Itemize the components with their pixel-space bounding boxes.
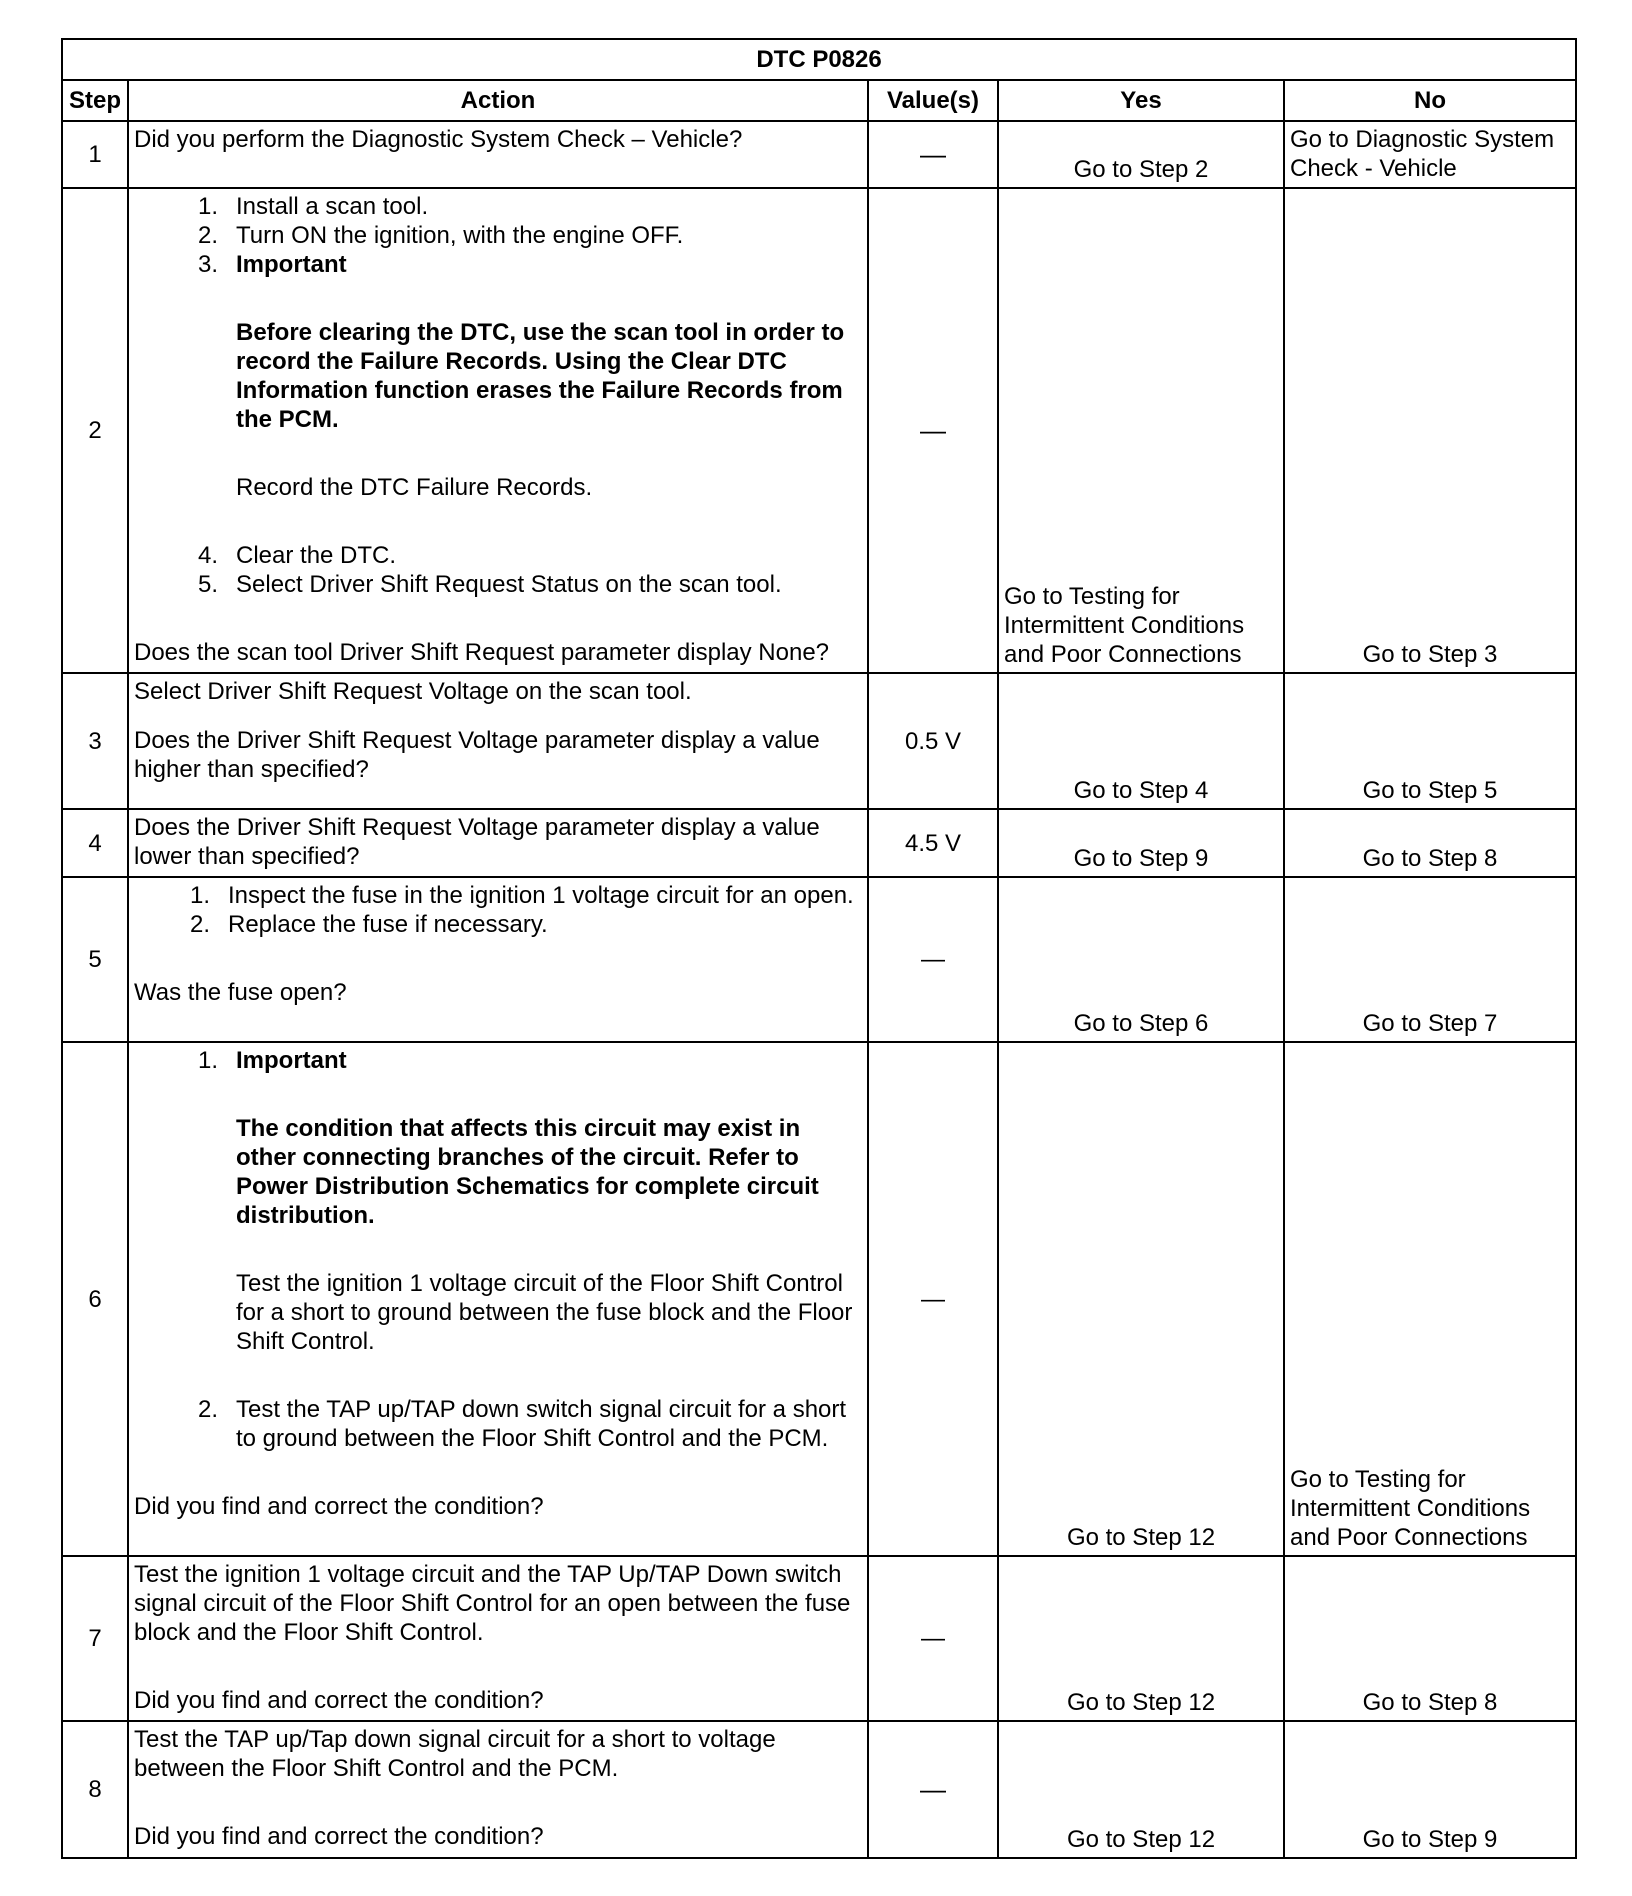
value-cell: 0.5 V — [868, 673, 998, 809]
list-number: 5. — [197, 571, 218, 598]
sub-instruction: Test the ignition 1 voltage circuit of the Floor Shift Control for a short to ground between the fuse block and the Floor Shift Control. — [236, 1270, 853, 1355]
action-text: Test the TAP up/Tap down signal circuit for a short to voltage between the Floor Shift Control and the PCM. — [134, 1726, 776, 1782]
value-cell: 4.5 V — [868, 809, 998, 877]
list-item — [134, 881, 862, 910]
list-text: Inspect the fuse in the ignition 1 voltage circuit for an open. — [228, 882, 854, 909]
step-number: 2 — [62, 188, 128, 673]
list-item — [134, 1046, 862, 1075]
action-question: Does the Driver Shift Request Voltage parameter display a value higher than specified? — [134, 727, 820, 783]
list-item — [134, 541, 862, 570]
no-cell: Go to Step 8 — [1284, 809, 1576, 877]
value-cell: — — [868, 877, 998, 1042]
table-row — [62, 1721, 1576, 1858]
action-question: Does the scan tool Driver Shift Request parameter display None? — [134, 639, 830, 666]
yes-cell: Go to Step 12 — [998, 1556, 1284, 1721]
value-cell: — — [868, 1556, 998, 1721]
list-item — [134, 910, 862, 939]
list-text: Test the TAP up/TAP down switch signal circuit for a short to ground between the Floor Shift Control and the PCM. — [236, 1396, 847, 1452]
list-number: 1. — [197, 1047, 218, 1074]
list-number: 2. — [197, 1396, 218, 1423]
important-label: Important — [236, 251, 347, 278]
table-row — [62, 809, 1576, 877]
value-cell: — — [868, 121, 998, 188]
important-note: The condition that affects this circuit may exist in other connecting branches of the circuit. Refer to Power Distribution Schematics for complete circuit distribution. — [236, 1115, 819, 1229]
step-number: 1 — [62, 121, 128, 188]
list-item — [134, 250, 862, 279]
action-question: Does the Driver Shift Request Voltage parameter display a value lower than specified? — [134, 814, 820, 870]
list-item — [134, 1395, 862, 1453]
action-question: Did you find and correct the condition? — [134, 1823, 544, 1850]
list-text: Replace the fuse if necessary. — [228, 911, 548, 938]
step-number: 4 — [62, 809, 128, 877]
action-cell — [128, 1042, 868, 1556]
list-text: Turn ON the ignition, with the engine OFF. — [236, 222, 684, 249]
list-number: 3. — [197, 251, 218, 278]
list-text: Select Driver Shift Request Status on the scan tool. — [236, 571, 782, 598]
step-number: 8 — [62, 1721, 128, 1858]
list-item — [134, 570, 862, 599]
table-row — [62, 121, 1576, 188]
yes-cell: Go to Step 12 — [998, 1042, 1284, 1556]
list-text: Install a scan tool. — [236, 193, 429, 220]
yes-cell: Go to Step 6 — [998, 877, 1284, 1042]
no-cell: Go to Testing for Intermittent Conditions and Poor Connections — [1284, 1042, 1576, 1556]
step-number: 3 — [62, 673, 128, 809]
header-no: No — [1284, 80, 1576, 121]
action-cell — [128, 121, 868, 188]
important-label: Important — [236, 1047, 347, 1074]
table-row — [62, 877, 1576, 1042]
value-cell: — — [868, 188, 998, 673]
title-row — [62, 39, 1576, 80]
table-row — [62, 673, 1576, 809]
action-question: Was the fuse open? — [134, 979, 347, 1006]
action-question: Did you find and correct the condition? — [134, 1493, 544, 1520]
table-title: DTC P0826 — [62, 39, 1576, 80]
action-question: Did you perform the Diagnostic System Check – Vehicle? — [134, 126, 743, 153]
list-item — [134, 192, 862, 221]
sub-instruction: Record the DTC Failure Records. — [236, 474, 593, 501]
list-item — [134, 221, 862, 250]
list-number: 2. — [197, 222, 218, 249]
yes-cell: Go to Step 12 — [998, 1721, 1284, 1858]
yes-cell: Go to Testing for Intermittent Conditions and Poor Connections — [998, 188, 1284, 673]
value-cell: — — [868, 1042, 998, 1556]
step-number: 6 — [62, 1042, 128, 1556]
yes-cell: Go to Step 9 — [998, 809, 1284, 877]
action-question: Did you find and correct the condition? — [134, 1687, 544, 1714]
list-number: 2. — [189, 911, 210, 938]
header-row — [62, 80, 1576, 121]
header-yes: Yes — [998, 80, 1284, 121]
list-number: 1. — [197, 193, 218, 220]
yes-cell: Go to Step 4 — [998, 673, 1284, 809]
header-action: Action — [128, 80, 868, 121]
action-text: Test the ignition 1 voltage circuit and the TAP Up/TAP Down switch signal circuit of the Floor Shift Control for an open between the fuse block and the Floor Shift Control. — [134, 1561, 851, 1646]
value-cell: — — [868, 1721, 998, 1858]
diagnostic-table — [61, 38, 1577, 1859]
action-cell — [128, 1556, 868, 1721]
header-values: Value(s) — [868, 80, 998, 121]
no-cell: Go to Step 9 — [1284, 1721, 1576, 1858]
list-text: Clear the DTC. — [236, 542, 397, 569]
list-number: 4. — [197, 542, 218, 569]
table-row — [62, 1042, 1576, 1556]
table-row — [62, 188, 1576, 673]
action-cell — [128, 673, 868, 809]
yes-cell: Go to Step 2 — [998, 121, 1284, 188]
action-cell — [128, 1721, 868, 1858]
no-cell: Go to Step 7 — [1284, 877, 1576, 1042]
no-cell: Go to Step 8 — [1284, 1556, 1576, 1721]
important-note: Before clearing the DTC, use the scan tool in order to record the Failure Records. Using the Clear DTC Information function erases the Failure Records from the PCM. — [236, 319, 845, 433]
action-cell — [128, 877, 868, 1042]
action-cell — [128, 188, 868, 673]
action-cell — [128, 809, 868, 877]
table-row — [62, 1556, 1576, 1721]
action-text: Select Driver Shift Request Voltage on the scan tool. — [134, 678, 692, 705]
no-cell: Go to Diagnostic System Check - Vehicle — [1284, 121, 1576, 188]
header-step: Step — [62, 80, 128, 121]
no-cell: Go to Step 3 — [1284, 188, 1576, 673]
no-cell: Go to Step 5 — [1284, 673, 1576, 809]
step-number: 7 — [62, 1556, 128, 1721]
list-number: 1. — [189, 882, 210, 909]
step-number: 5 — [62, 877, 128, 1042]
